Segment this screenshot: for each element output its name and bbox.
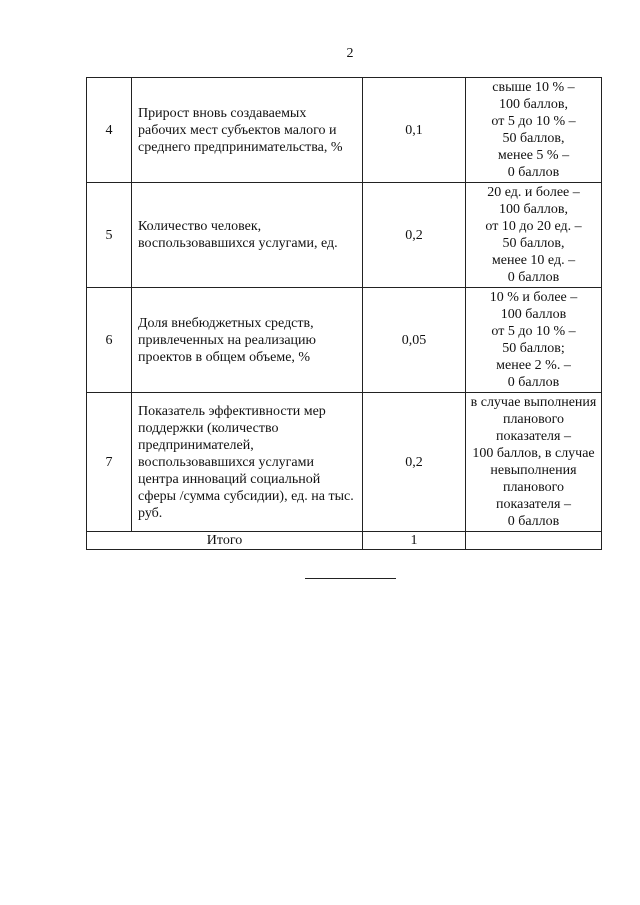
scoring-line: от 10 до 20 ед. – xyxy=(485,219,582,234)
total-weight: 1 xyxy=(363,532,466,550)
scoring-line: планового xyxy=(502,412,565,427)
total-score-empty xyxy=(466,532,602,550)
table-row xyxy=(87,288,602,393)
scoring-line: 100 баллов xyxy=(500,307,567,322)
scoring-line: менее 2 %. – xyxy=(496,358,571,373)
scoring-rule xyxy=(466,288,602,393)
scoring-line: от 5 до 10 % – xyxy=(491,114,576,129)
scoring-line: менее 10 ед. – xyxy=(491,253,576,268)
scoring-line: 50 баллов, xyxy=(502,236,565,251)
scoring-line: 0 баллов xyxy=(507,165,560,180)
scoring-line: менее 5 % – xyxy=(497,148,570,163)
scoring-line: 20 ед. и более – xyxy=(487,185,580,200)
scoring-line: планового xyxy=(502,480,565,495)
scoring-line: от 5 до 10 % – xyxy=(491,324,576,339)
scoring-line: 0 баллов xyxy=(507,514,560,529)
row-number: 7 xyxy=(87,393,132,532)
scoring-line: 50 баллов, xyxy=(502,131,565,146)
indicator-name: Показатель эффективности мер поддержки (количество предпринимателей, воспользовавшихся услугами центра инноваций социальной сферы /сумма субсидии), ед. на тыс. руб. xyxy=(132,393,363,532)
scoring-line: 100 баллов, xyxy=(498,97,569,112)
scoring-line: свыше 10 % – xyxy=(492,80,575,95)
scoring-line: невыполнения xyxy=(490,463,577,478)
scoring-line: 0 баллов xyxy=(507,270,560,285)
weight-value: 0,2 xyxy=(363,393,466,532)
criteria-table xyxy=(86,77,602,550)
weight-value: 0,05 xyxy=(363,288,466,393)
total-row xyxy=(87,532,602,550)
scoring-line: в случае выполнения xyxy=(470,395,597,410)
indicator-name: Количество человек, воспользовавшихся услугами, ед. xyxy=(132,183,363,288)
scoring-line: показателя – xyxy=(496,429,571,444)
weight-value: 0,2 xyxy=(363,183,466,288)
row-number: 4 xyxy=(87,78,132,183)
table-row xyxy=(87,183,602,288)
scoring-line: 100 баллов, xyxy=(498,202,569,217)
row-number: 5 xyxy=(87,183,132,288)
indicator-name: Доля внебюджетных средств, привлеченных на реализацию проектов в общем объеме, % xyxy=(132,288,363,393)
scoring-line: 0 баллов xyxy=(507,375,560,390)
indicator-name: Прирост вновь создаваемых рабочих мест субъектов малого и среднего предпринимательства, % xyxy=(132,78,363,183)
page-number: 2 xyxy=(346,46,354,61)
scoring-line: показателя – xyxy=(496,497,571,512)
total-label: Итого xyxy=(87,532,363,550)
scoring-line: 100 баллов, в случае xyxy=(472,446,595,461)
table-row xyxy=(87,78,602,183)
scoring-rule xyxy=(466,183,602,288)
scoring-line: 10 % и более – xyxy=(489,290,578,305)
table-row xyxy=(87,393,602,532)
scoring-rule xyxy=(466,78,602,183)
weight-value: 0,1 xyxy=(363,78,466,183)
row-number: 6 xyxy=(87,288,132,393)
scoring-line: 50 баллов; xyxy=(502,341,565,356)
scoring-rule xyxy=(466,393,602,532)
end-of-document-rule xyxy=(305,578,396,579)
